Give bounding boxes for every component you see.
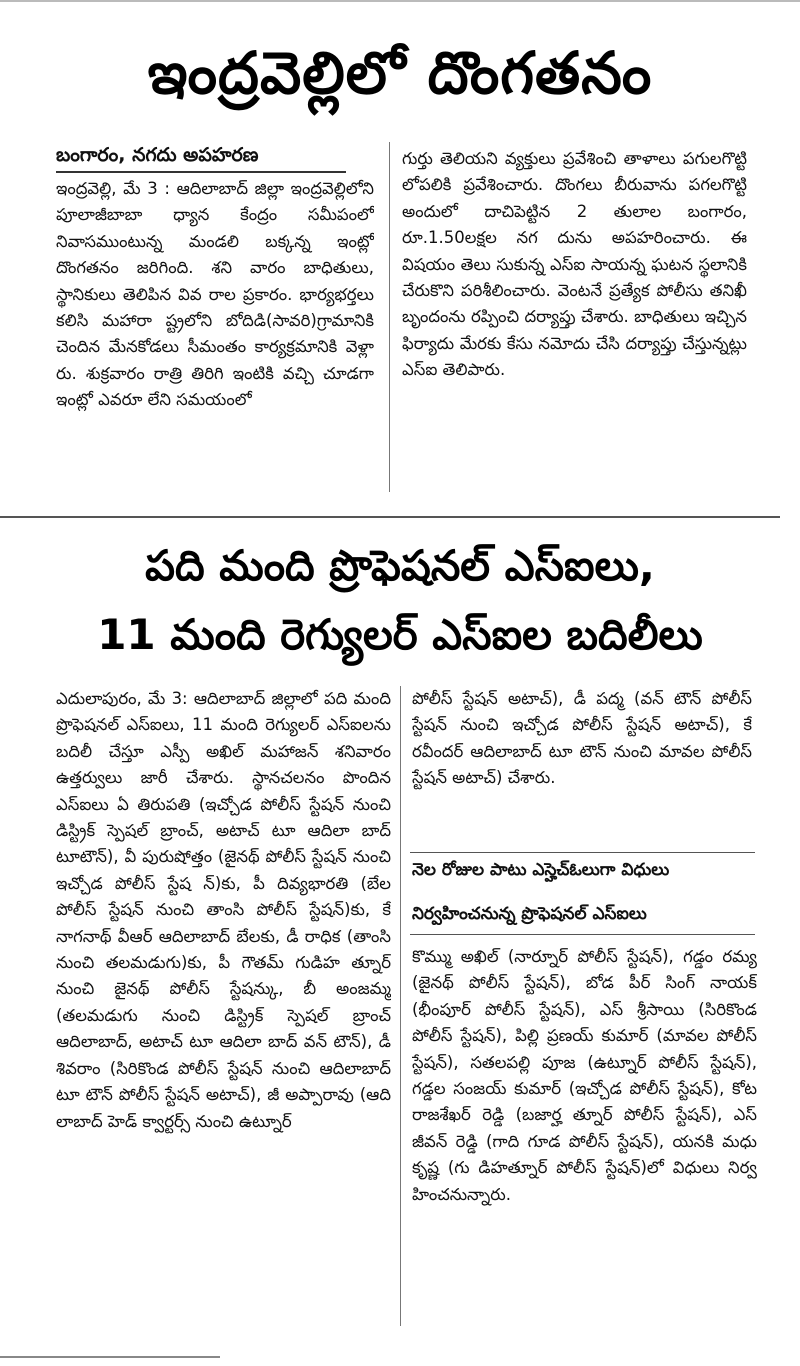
article2-column2-top: పోలీస్ స్టేషన్ అటాచ్), డీ పద్మ (వన్ టౌన్ పోలీస్ స్టేషన్ నుంచి ఇచ్చోడ పోలీస్ స్టేషన్ అటాచ్), కే రవీందర్ ఆదిలాబాద్ టూ టౌన్ నుంచి మావల పోలీస్ స్టేషన్ అటాచ్) చేశారు. [412,689,752,788]
article1-subheading: బంగారం, నగదు అపహరణ [56,144,259,166]
article2-column-divider [400,686,401,1326]
bottom-border-line [0,1356,220,1358]
article2-subheading-box-bottom [410,934,755,935]
article-separator-line [0,516,780,518]
article2-subheading-line1: నెల రోజుల పాటు ఎస్హెచ్ఓలుగా విధులు [412,860,670,880]
article2-subheading-box-top [410,852,755,853]
article2-column2-bottom: కొమ్ము అఖిల్ (నార్నూర్ పోలీస్ స్టేషన్), గడ్డం రమ్య (జైనథ్ పోలీస్ స్టేషన్), బోడ పీర్ సింగ్ నాయక్ (భీంపూర్ పోలీస్ స్టేషన్), ఎస్ శ్రీసాయి (సిరికొండ పోలీస్ స్టేషన్), పిల్లి ప్రణయ్ కుమార్ (మావల పోలీస్ స్టేషన్), సతలపల్లి పూజ (ఉట్నూర్ పోలీస్ స్టేషన్), గడ్డల సంజయ్ కుమార్ (ఇచ్చోడ పోలీస్ స్టేషన్), కోట రాజశేఖర్ రెడ్డి (బజార్హ త్నూర్ పోలీస్ స్టేషన్), ఎస్ జీవన్ రెడ్డి (గాది గూడ పోలీస్ స్టేషన్), యనకి మధు కృష్ణ (గు డిహత్నూర్ పోలీస్ స్టేషన్)లో విధులు నిర్వ హించనున్నారు. [412,947,757,1204]
article2-headline-line2: 11 మంది రెగ్యులర్ ఎస్ఐల బదిలీలు [97,610,703,659]
article2-column1: ఎదులాపురం, మే 3: ఆదిలాబాద్ జిల్లాలో పది మంది ప్రొఫెషనల్ ఎస్ఐలు, 11 మంది రెగ్యులర్ ఎస్ఐలను బదిలీ చేస్తూ ఎస్పీ అఖిల్ మహాజన్ శనివారం ఉత్తర్వులు జారీ చేశారు. స్థానచలనం పొందిన ఎస్ఐలు ఏ తిరుపతి (ఇచ్చోడ పోలీస్ స్టేషన్ నుంచి డిస్ట్రిక్ స్పెషల్ బ్రాంచ్, అటాచ్ టూ ఆదిలా బాద్ టూటౌన్), వీ పురుషోత్తం (జైనథ్ పోలీస్ స్టేషన్ నుంచి ఇచ్చోడ పోలీస్ స్టేష న్)కు, పీ దివ్యభారతి (బేల పోలీస్ స్టేషన్ నుంచి తాంసి పోలీస్ స్టేషన్)కు, కే నాగనాథ్ వీఆర్ ఆదిలాబాద్ బేలకు, డీ రాధిక (తాంసి నుంచి తలమడుగు)కు, పీ గౌతమ్ గుడిహ త్నూర్ నుంచి జైనథ్ పోలీస్ స్టేషన్కు, బీ అంజమ్మ (తలమడుగు నుంచి డిస్ట్రిక్ స్పెషల్ బ్రాంచ్ ఆదిలాబాద్, అటాచ్ టూ ఆదిలా బాద్ వన్ టౌన్), డీ శివరాం (సిరికొండ పోలీస్ స్టేషన్ నుంచి ఆదిలాబాద్ టూ టౌన్ పోలీస్ స్టేషన్ అటాచ్), జీ అప్పారావు (ఆది లాబాద్ హెడ్ క్వార్టర్స్ నుంచి ఉట్నూర్ [56,689,391,1131]
article1-column1: ఇంద్రవెల్లి, మే 3 : ఆదిలాబాద్ జిల్లా ఇంద్రవెల్లిలోని పూలాజీబాబా ధ్యాన కేంద్రం సమీపంలో నివాసముంటున్న మండలి బక్కన్న ఇంట్లో దొంగతనం జరిగింది. శని వారం బాధితులు, స్థానికులు తెలిపిన వివ రాల ప్రకారం. భార్యభర్తలు కలిసి మహారా ష్ట్రలోని బోదిడి(సావరి)గ్రామానికి చెందిన మేనకోడలు సీమంతం కార్యక్రమానికి వెళ్లా రు. శుక్రవారం రాత్రి తిరిగి ఇంటికి వచ్చి చూడగా ఇంట్లో ఎవరూ లేని సమయంలో [56,179,374,410]
article2-subheading-line2: నిర్వహించనున్న ప్రొఫెషనల్ ఎస్ఐలు [412,904,647,924]
article2-headline-line1: పది మంది ప్రొఫెషనల్ ఎస్ఐలు, [145,541,655,590]
article1-subheading-underline [56,171,346,173]
article1-column-divider [389,142,390,492]
article1-headline: ఇంద్రవెల్లిలో దొంగతనం [147,39,653,107]
article1-column2: గుర్తు తెలియని వ్యక్తులు ప్రవేశించి తాళాలు పగులగొట్టి లోపలికి ప్రవేశించారు. దొంగలు బీరువాను పగలగొట్టి అందులో దాచిపెట్టిన 2 తులాల బంగారం, రూ.1.50లక్షల నగ దును అపహరించారు. ఈ విషయం తెలు సుకున్న ఎస్ఐ సాయన్న ఘటన స్థలానికి చేరుకొని పరిశీలించారు. వెంటనే ప్రత్యేక పోలీసు తనిఖీ బృందంను రప్పించి దర్యాప్తు చేశారు. బాధితులు ఇచ్చిన ఫిర్యాదు మేరకు కేసు నమోదు చేసి దర్యాప్తు చేస్తున్నట్లు ఎస్ఐ తెలిపారు. [402,149,747,380]
top-border-line [0,0,800,2]
